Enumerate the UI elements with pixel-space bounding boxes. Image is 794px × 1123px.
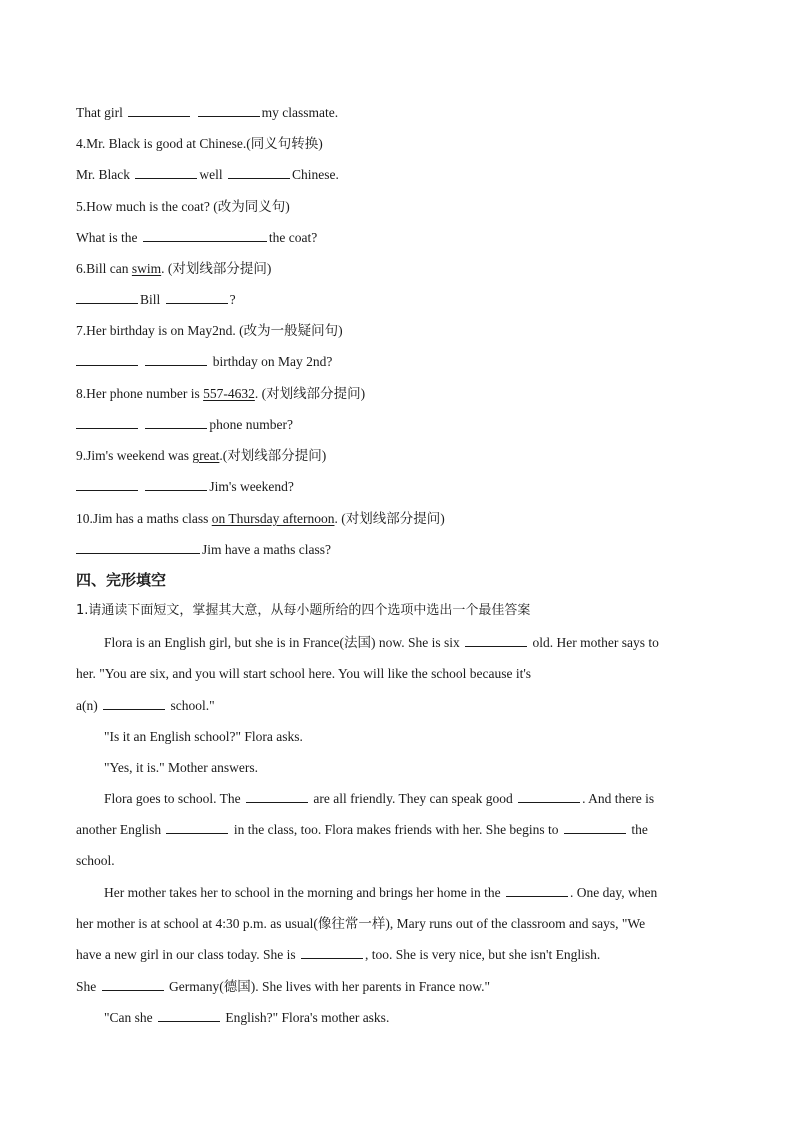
passage-text: the [631,822,648,837]
passage-line: "Yes, it is." Mother answers. [104,760,259,775]
q10-prompt-suffix: . (对划线部分提问) [334,511,445,526]
section-instruction: 1.请通读下面短文，掌握其大意，从每小题所给的四个选项中选出一个最佳答案 [76,603,531,618]
q9-underlined-word: great [192,448,220,463]
q3-answer-text-1: That girl [76,105,123,120]
cloze-blank[interactable] [158,1009,220,1022]
passage-line [104,884,657,902]
q8-prompt-suffix: . (对划线部分提问) [254,386,366,401]
q4-answer-line [76,166,339,184]
passage-text: Flora is an English girl, but she is in France(法国) now. She is six [104,635,460,650]
q6-answer-text-1: Bill [140,292,161,307]
q9-prompt-suffix: .(对划线部分提问) [219,448,327,463]
answer-blank[interactable] [76,416,138,429]
q10-prompt-text: 10.Jim has a maths class [76,511,212,526]
q6-underlined-word: swim [131,261,162,276]
q6-answer-text-2: ? [229,292,236,307]
cloze-blank[interactable] [103,697,165,710]
q9-prompt-text: 9.Jim's weekend was [76,448,193,463]
passage-text: have a new girl in our class today. She is [76,947,296,962]
q4-answer-text-1: Mr. Black [76,167,130,182]
answer-blank[interactable] [76,291,138,304]
passage-text: Flora goes to school. The [104,791,241,806]
q5-answer-text-1: What is the [76,230,138,245]
answer-blank[interactable] [135,166,197,179]
passage-text: Germany(德国). She lives with her parents in France now." [169,979,491,994]
passage-text: "Can she [104,1010,153,1025]
answer-blank[interactable] [228,166,290,179]
q5-prompt: 5.How much is the coat? (改为同义句) [76,199,290,214]
cloze-blank[interactable] [301,946,363,959]
answer-blank[interactable] [76,353,138,366]
answer-blank[interactable] [143,229,267,242]
q5-answer-text-2: the coat? [268,230,318,245]
passage-text: . One day, when [570,885,658,900]
q7-answer-text: birthday on May 2nd? [212,354,333,369]
q7-prompt: 7.Her birthday is on May2nd. (改为一般疑问句) [76,323,343,338]
q3-answer-text-2: my classmate. [261,105,339,120]
q9-answer-line [76,478,294,496]
passage-text: . And there is [582,791,655,806]
q8-prompt-text: 8.Her phone number is [76,386,204,401]
answer-blank[interactable] [145,478,207,491]
q6-prompt-text: 6.Bill can [76,261,132,276]
q10-answer-text: Jim have a maths class? [202,542,331,557]
cloze-blank[interactable] [506,884,568,897]
cloze-blank[interactable] [518,790,580,803]
passage-text: another English [76,822,162,837]
q9-prompt [76,447,326,465]
passage-line [104,634,659,652]
q6-prompt [76,260,271,278]
passage-text: English?" Flora's mother asks. [225,1010,390,1025]
passage-line [76,946,600,964]
answer-blank[interactable] [76,541,200,554]
passage-line [76,821,648,839]
answer-blank[interactable] [166,291,228,304]
answer-blank[interactable] [76,478,138,491]
q5-answer-line [76,229,317,247]
q9-answer-text: Jim's weekend? [209,479,294,494]
passage-text: old. Her mother says to [532,635,659,650]
passage-text: are all friendly. They can speak good [313,791,513,806]
passage-line [76,697,215,715]
q3-answer-line [76,104,338,122]
q8-answer-line [76,416,293,434]
q6-answer-line [76,291,236,309]
q4-answer-text-3: Chinese. [292,167,339,182]
q4-prompt: 4.Mr. Black is good at Chinese.(同义句转换) [76,136,323,151]
passage-line [76,978,490,996]
section-heading: 四、完形填空 [76,571,167,589]
q10-underlined-phrase: on Thursday afternoon [211,511,335,526]
answer-blank[interactable] [145,353,207,366]
passage-text: She [76,979,97,994]
passage-text: a(n) [76,698,98,713]
passage-line: "Is it an English school?" Flora asks. [104,729,303,744]
q10-answer-line [76,541,331,559]
passage-line: her mother is at school at 4:30 p.m. as usual(像往常一样), Mary runs out of the classroom and says, "We [76,916,646,931]
q4-answer-text-2: well [199,167,223,182]
q8-underlined-number: 557-4632 [203,386,255,401]
passage-text: in the class, too. Flora makes friends with her. She begins to [233,822,559,837]
passage-line: school. [76,853,115,868]
answer-blank[interactable] [128,104,190,117]
cloze-blank[interactable] [102,978,164,991]
q10-prompt [76,510,445,528]
cloze-blank[interactable] [166,821,228,834]
cloze-blank[interactable] [564,821,626,834]
answer-blank[interactable] [198,104,260,117]
passage-line [104,1009,389,1027]
answer-blank[interactable] [145,416,207,429]
q6-prompt-suffix: . (对划线部分提问) [161,261,272,276]
q8-prompt [76,385,365,403]
cloze-blank[interactable] [246,790,308,803]
passage-text: school." [170,698,215,713]
passage-line: her. "You are six, and you will start school here. You will like the school because it's [76,666,532,681]
q7-answer-line [76,353,332,371]
q8-answer-text: phone number? [209,417,293,432]
passage-text: Her mother takes her to school in the morning and brings her home in the [104,885,501,900]
cloze-blank[interactable] [465,634,527,647]
passage-text: , too. She is very nice, but she isn't English. [364,947,601,962]
passage-line [104,790,654,808]
